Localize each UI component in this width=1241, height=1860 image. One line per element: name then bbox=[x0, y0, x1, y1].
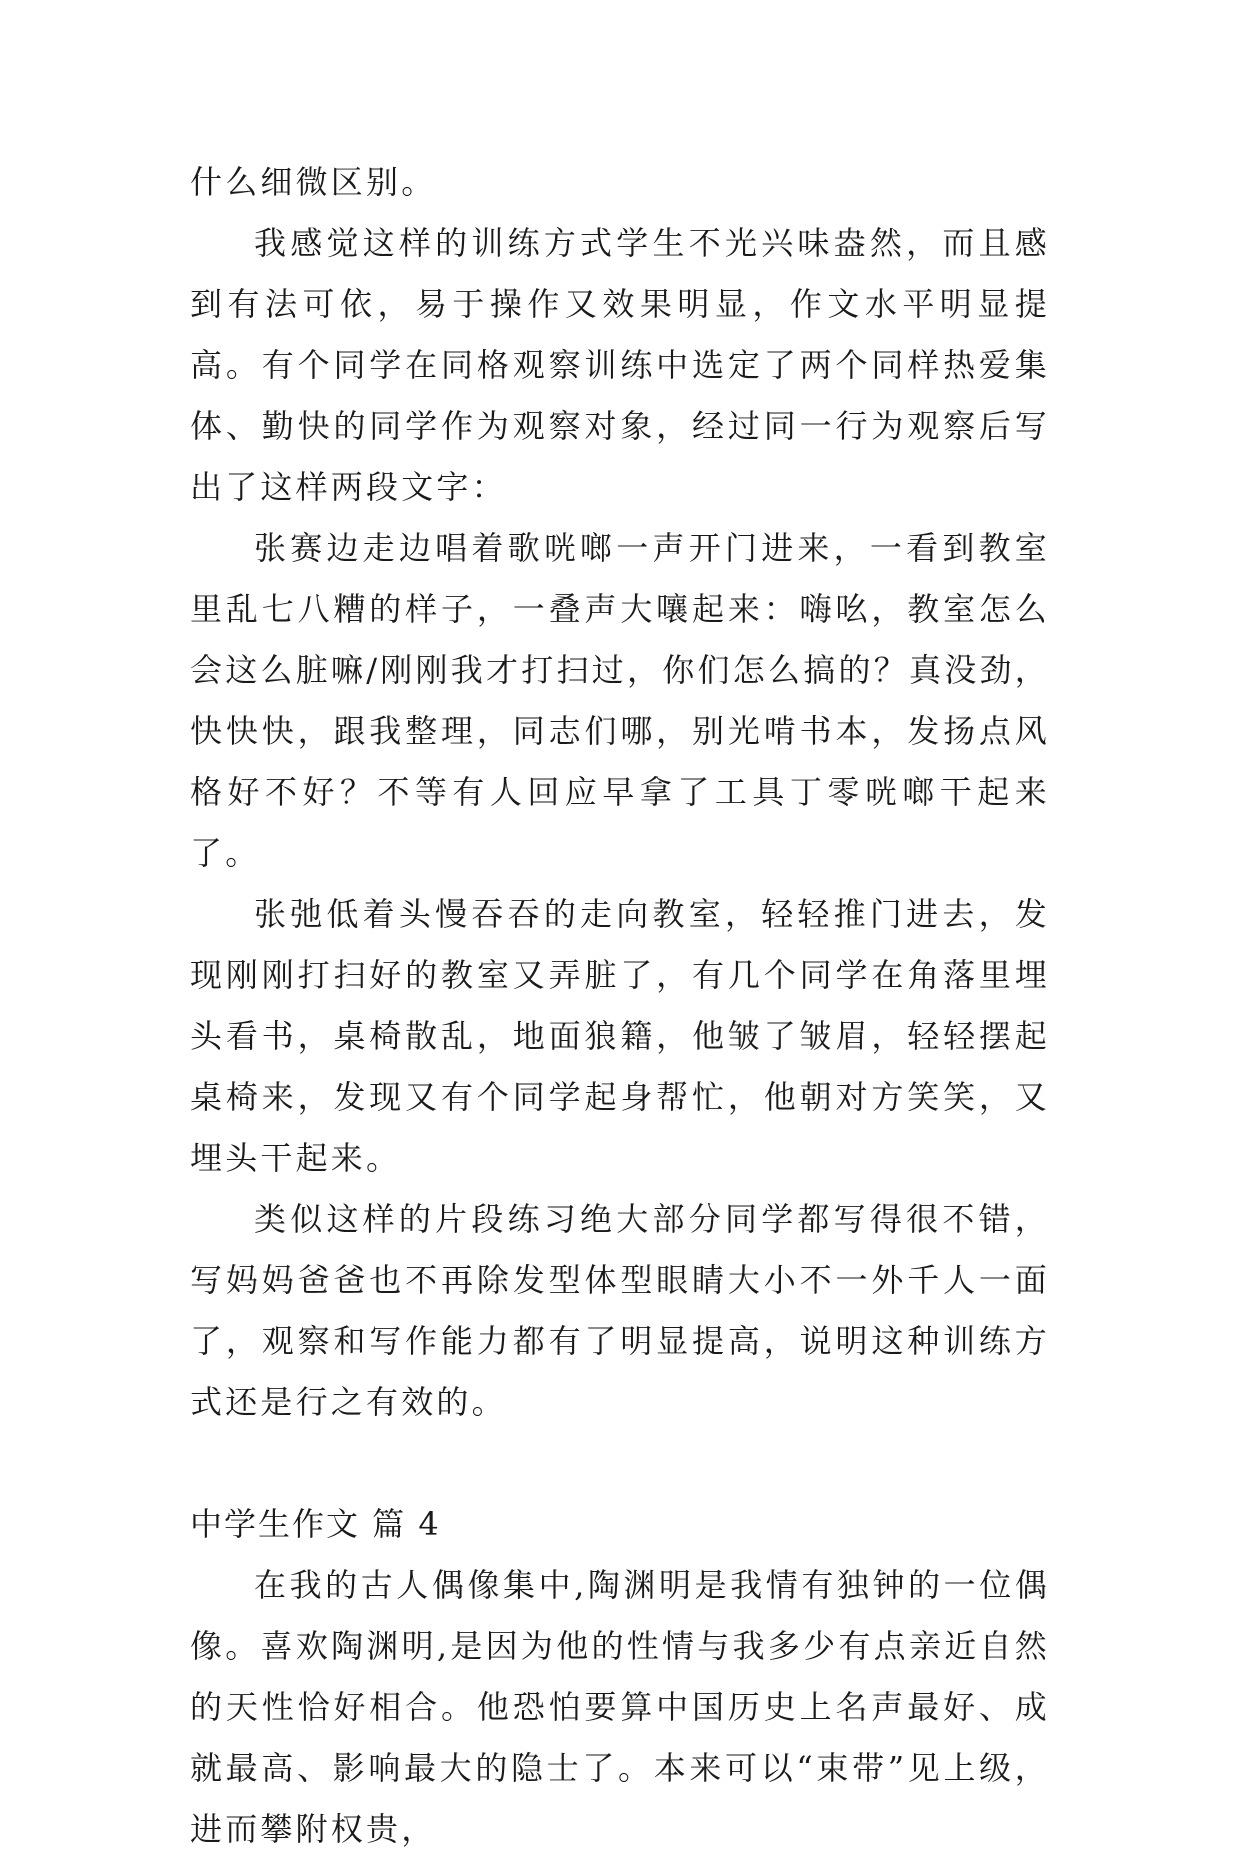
paragraph-zhang-sai: 张赛边走边唱着歌咣啷一声开门进来，一看到教室里乱七八糟的样子，一叠声大嚷起来：嗨吆，教室怎么会这么脏嘛/刚刚我才打扫过，你们怎么搞的？真没劲，快快快，跟我整理，同志们哪，别光啃书本，发扬点风格好不好？不等有人回应早拿了工具丁零咣啷干起来了。 bbox=[190, 529, 1050, 872]
paragraph-training-effect: 我感觉这样的训练方式学生不光兴味盎然，而且感到有法可依，易于操作又效果明显，作文水平明显提高。有个同学在同格观察训练中选定了两个同样热爱集体、勤快的同学作为观察对象，经过同一行为观察后写出了这样两段文字： bbox=[190, 224, 1050, 506]
paragraph-continuation: 什么细微区别。 bbox=[190, 163, 437, 201]
document-body bbox=[190, 152, 1050, 1860]
section-title: 中学生作文 篇 4 bbox=[190, 1505, 441, 1543]
paragraph-zhang-chi: 张弛低着头慢吞吞的走向教室，轻轻推门进去，发现刚刚打扫好的教室又弄脏了，有几个同学在角落里埋头看书，桌椅散乱，地面狼籍，他皱了皱眉，轻轻摆起桌椅来，发现又有个同学起身帮忙，他朝对方笑笑，又埋头干起来。 bbox=[190, 895, 1050, 1177]
paragraph-tao-yuanming: 在我的古人偶像集中,陶渊明是我情有独钟的一位偶像。喜欢陶渊明,是因为他的性情与我多少有点亲近自然的天性恰好相合。他恐怕要算中国历史上名声最好、成就最高、影响最大的隐士了。本来可以“束带”见上级，进而攀附权贵， bbox=[190, 1566, 1050, 1848]
paragraph-conclusion: 类似这样的片段练习绝大部分同学都写得很不错，写妈妈爸爸也不再除发型体型眼睛大小不一外千人一面了，观察和写作能力都有了明显提高，说明这种训练方式还是行之有效的。 bbox=[190, 1200, 1050, 1421]
